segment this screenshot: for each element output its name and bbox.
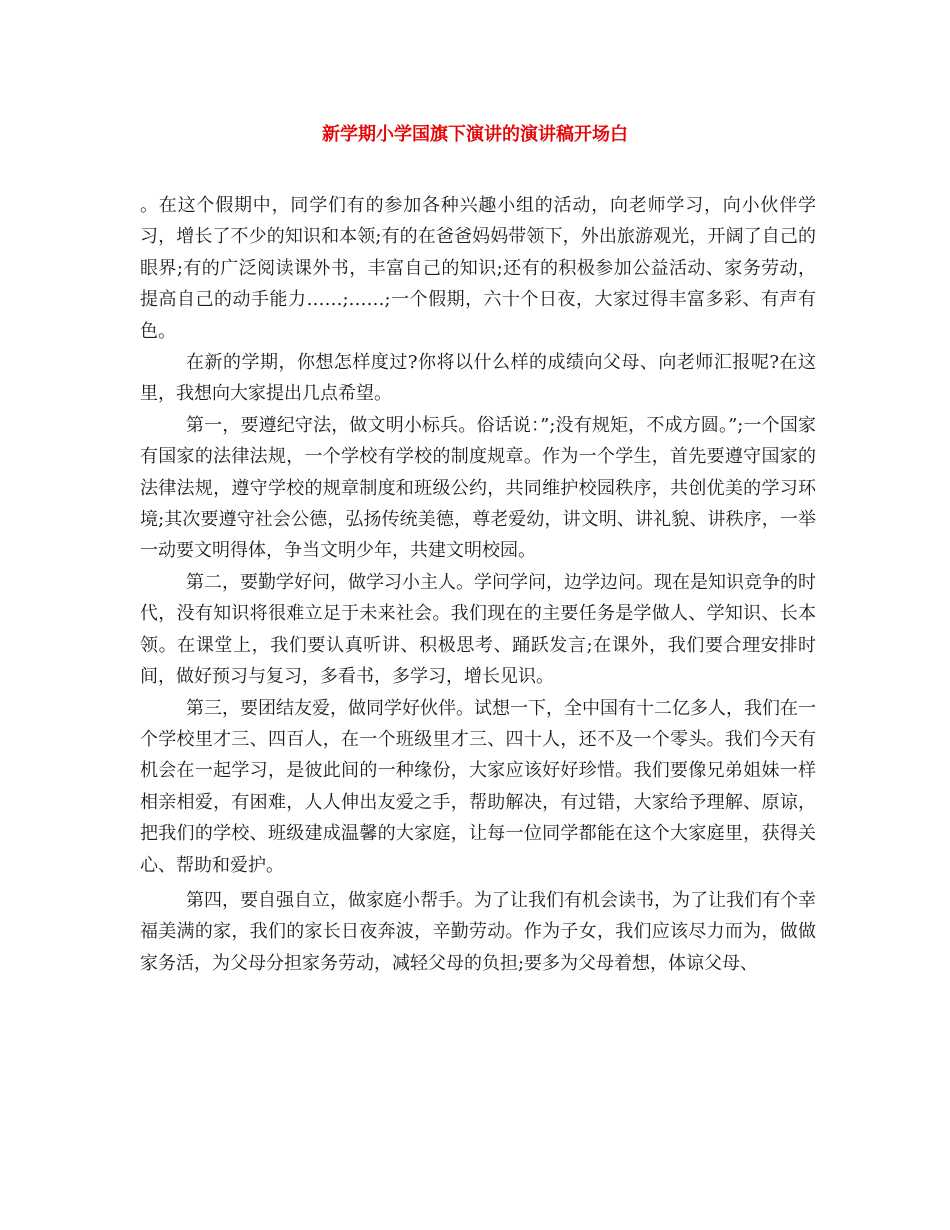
paragraph-point-three: 第三，要团结友爱，做同学好伙伴。试想一下，全中国有十二亿多人，我们在一个学校里才三、四百人，在一个班级里才三、四十人，还不及一个零头。我们今天有机会在一起学习，是彼此间的一种缘份，大家应该好好珍惜。我们要像兄弟姐妹一样相亲相爱，有困难，人人伸出友爱之手，帮助解决，有过错，大家给予理解、原谅，把我们的学校、班级建成温馨的大家庭，让每一位同学都能在这个大家庭里，获得关心、帮助和爱护。 — [140, 697, 816, 876]
paragraph-point-one: 第一，要遵纪守法，做文明小标兵。俗话说：”;没有规矩，不成方圆。”;一个国家有国家的法律法规，一个学校有学校的制度规章。作为一个学生，首先要遵守国家的法律法规，遵守学校的规章制度和班级公约，共同维护校园秩序，共创优美的学习环境;其次要遵守社会公德，弘扬传统美德，尊老爱幼，讲文明、讲礼貌、讲秩序，一举一动要文明得体，争当文明少年，共建文明校园。 — [140, 414, 816, 562]
paragraph-holiday-recap: 。在这个假期中，同学们有的参加各种兴趣小组的活动，向老师学习，向小伙伴学习，增长了不少的知识和本领;有的在爸爸妈妈带领下，外出旅游观光，开阔了自己的眼界;有的广泛阅读课外书，丰富自己的知识;还有的积极参加公益活动、家务劳动，提高自己的动手能力……;……;一个假期，六十个日夜，大家过得丰富多彩、有声有色。 — [140, 195, 816, 342]
document-title: 新学期小学国旗下演讲的演讲稿开场白 — [322, 124, 628, 145]
paragraph-point-two: 第二，要勤学好问，做学习小主人。学问学问，边学边问。现在是知识竞争的时代，没有知识将很难立足于未来社会。我们现在的主要任务是学做人、学知识、长本领。在课堂上，我们要认真听讲、积极思考、踊跃发言;在课外，我们要合理安排时间，做好预习与复习，多看书，多学习，增长见识。 — [140, 571, 816, 688]
paragraph-point-four: 第四，要自强自立，做家庭小帮手。为了让我们有机会读书，为了让我们有个幸福美满的家，我们的家长日夜奔波，辛勤劳动。作为子女，我们应该尽力而为，做做家务活，为父母分担家务劳动，减轻父母的负担;要多为父母着想，体谅父母、 — [140, 889, 816, 974]
paragraph-new-semester: 在新的学期，你想怎样度过?你将以什么样的成绩向父母、向老师汇报呢?在这里，我想向大家提出几点希望。 — [140, 352, 816, 405]
document-body — [140, 190, 816, 979]
